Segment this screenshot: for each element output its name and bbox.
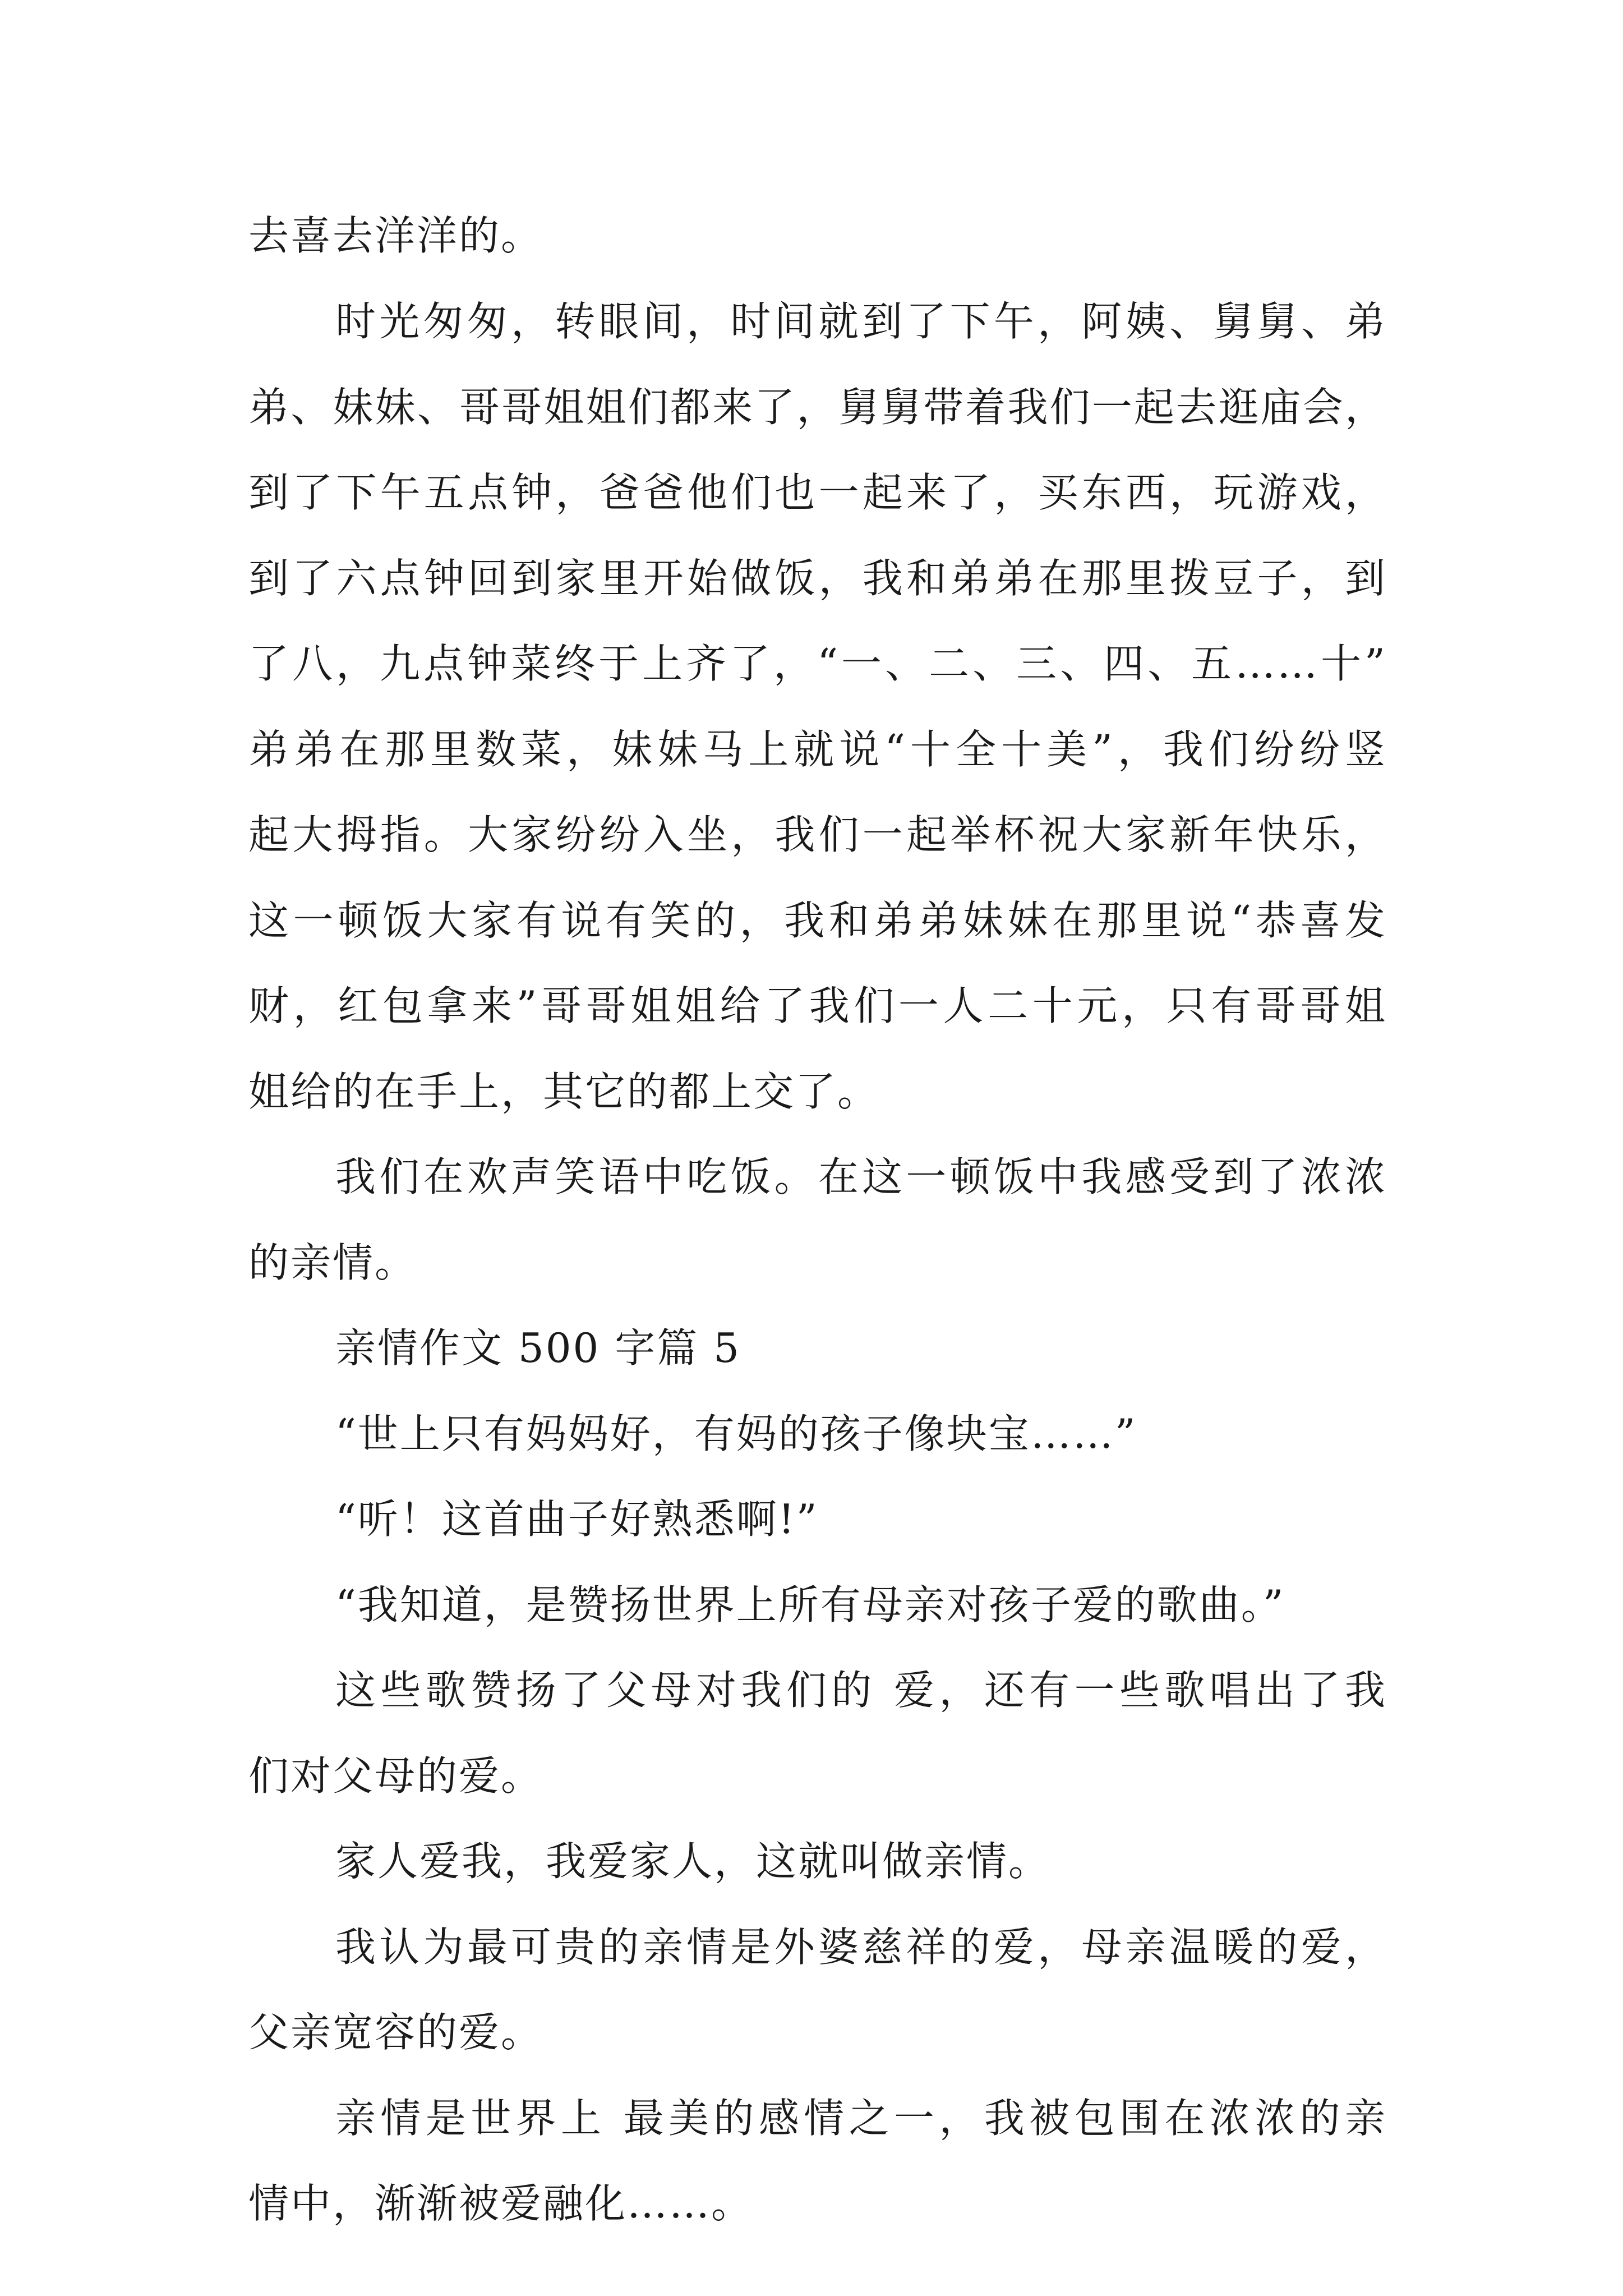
text-line: 我认为最可贵的亲情是外婆慈祥的爱，母亲温暖的爱， [335, 1924, 1387, 1971]
text-line: “世上只有妈妈好，有妈的孩子像块宝……” [335, 1410, 1137, 1457]
text-line: 财，红包拿来”哥哥姐姐给了我们一人二十元，只有哥哥姐 [248, 982, 1387, 1029]
text-line: 姐给的在手上，其它的都上交了。 [248, 1068, 880, 1115]
text-line: 父亲宽容的爱。 [248, 2009, 543, 2056]
text-line: 弟、妹妹、哥哥姐姐们都来了，舅舅带着我们一起去逛庙会， [248, 384, 1387, 431]
text-line: 了八，九点钟菜终于上齐了，“一、二、三、四、五……十” [248, 640, 1387, 687]
text-line: 我们在欢声笑语中吃饭。在这一顿饭中我感受到了浓浓 [335, 1153, 1387, 1200]
text-line: 到了六点钟回到家里开始做饭，我和弟弟在那里拨豆子，到 [248, 555, 1387, 602]
text-line: 情中，渐渐被爱融化……。 [248, 2180, 754, 2227]
text-line: “我知道，是赞扬世界上所有母亲对孩子爱的歌曲。” [335, 1581, 1285, 1628]
text-line: 的亲情。 [248, 1239, 417, 1286]
text-line: 去喜去洋洋的。 [248, 212, 543, 259]
text-line: 起大拇指。大家纷纷入坐，我们一起举杯祝大家新年快乐， [248, 811, 1387, 858]
text-line: “听！这首曲子好熟悉啊!” [335, 1496, 819, 1543]
text-line: 亲情是世界上 最美的感情之一，我被包围在浓浓的亲 [335, 2095, 1387, 2142]
text-line: 到了下午五点钟，爸爸他们也一起来了，买东西，玩游戏， [248, 469, 1387, 516]
text-line: 弟弟在那里数菜，妹妹马上就说“十全十美”，我们纷纷竖 [248, 726, 1387, 773]
text-line: 时光匆匆，转眼间，时间就到了下午，阿姨、舅舅、弟 [335, 298, 1387, 345]
text-line: 们对父母的爱。 [248, 1752, 543, 1800]
text-line: 这些歌赞扬了父母对我们的 爱，还有一些歌唱出了我 [335, 1667, 1387, 1714]
text-line: 这一顿饭大家有说有笑的，我和弟弟妹妹在那里说“恭喜发 [248, 897, 1387, 944]
text-line: 家人爱我，我爱家人，这就叫做亲情。 [335, 1838, 1051, 1885]
section-heading: 亲情作文 500 字篇 5 [335, 1324, 741, 1372]
